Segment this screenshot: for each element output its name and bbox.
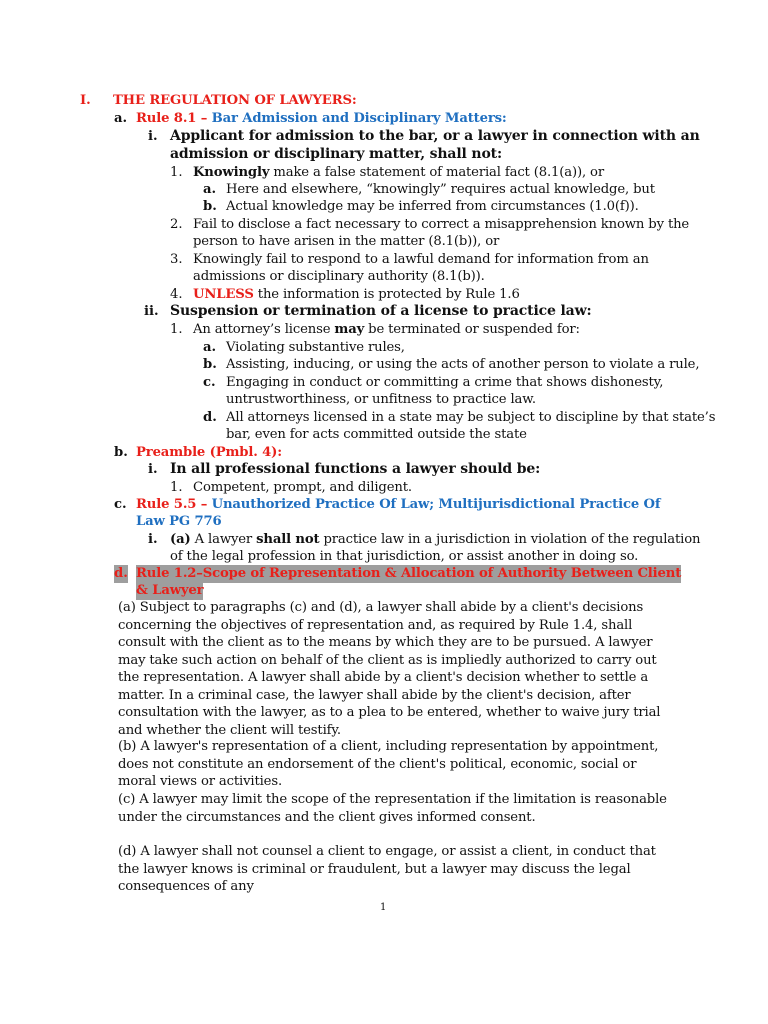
item-marker: a. [114,111,128,126]
subheading-line: Applicant for admission to the bar, or a lawyer in connection with an [170,128,700,144]
rule-title: Bar Admission and Disciplinary Matters: [211,111,507,126]
rule-title-cont: Law PG 776 [136,514,222,529]
dash: – [196,497,212,512]
list-item-cont: untrustworthiness, or unfitness to practice law. [226,392,536,407]
list-item: All attorneys licensed in a state may be subject to discipline by that state’s [226,410,716,425]
rule-number: Rule 8.1 [136,111,197,126]
item-marker: i. [148,532,158,547]
list-item: Assisting, inducing, or using the acts of another person to violate a rule, [226,357,700,372]
item-marker: a. [203,340,217,355]
rule-title: Unauthorized Practice Of Law; Multijurisdictional Practice Of [211,497,661,512]
unless-keyword: UNLESS [193,287,254,302]
list-item-text: A lawyer [190,532,257,547]
item-marker: d. [203,410,217,425]
list-item: Violating substantive rules, [226,340,405,355]
rule-number: Rule 5.5 [136,497,197,512]
dash: – [196,111,212,126]
item-marker: ii. [144,304,159,319]
emphasis: may [334,322,365,337]
subheading-line: Suspension or termination of a license to practice law: [170,303,592,319]
section-title: THE REGULATION OF LAWYERS: [113,93,357,108]
page-number: 1 [380,902,387,913]
rule-5-5-heading [136,496,660,514]
item-marker: b. [203,357,217,372]
emphasis: Knowingly [193,165,270,180]
rule-1-2-heading-cont: & Lawyer [136,583,204,598]
list-item-text: the information is protected by Rule 1.6 [253,287,520,302]
list-item [170,531,700,549]
list-item: Competent, prompt, and diligent. [193,480,412,495]
list-item-text: An attorney’s license [193,322,335,337]
item-marker: 1. [170,480,183,495]
paragraph-b: (b) A lawyer's representation of a client, including representation by appointment, does not constitute an endorsement of the client's political, economic, social or moral views or activities. [118,739,659,789]
item-marker: a. [203,182,217,197]
list-item: Engaging in conduct or committing a crime that shows dishonesty, [226,375,664,390]
list-item: Knowingly fail to respond to a lawful demand for information from an [193,252,649,267]
list-item-text: practice law in a jurisdiction in violation of the regulation [319,532,701,547]
list-item [193,164,604,182]
item-marker: 1. [170,322,183,337]
emphasis: shall not [256,532,320,547]
preamble-heading: Preamble (Pmbl. 4): [136,445,282,460]
list-item-text: make a false statement of material fact (8.1(a)), or [269,165,604,180]
item-marker: 1. [170,165,183,180]
list-item: Fail to disclose a fact necessary to correct a misapprehension known by the [193,217,690,232]
rule-8-1-heading [136,110,507,128]
list-item: Here and elsewhere, “knowingly” requires actual knowledge, but [226,182,655,197]
item-marker: d. [114,566,128,581]
list-item [193,286,520,304]
rule-1-2-heading: Rule 1.2–Scope of Representation & Allocation of Authority Between Client [136,566,682,581]
list-item: Actual knowledge may be inferred from circumstances (1.0(f)). [226,199,639,214]
paragraph-d: (d) A lawyer shall not counsel a client to engage, or assist a client, in conduct that the lawyer knows is criminal or fraudulent, but a lawyer may discuss the legal consequences of any [118,844,656,894]
item-marker: 2. [170,217,183,232]
list-item [193,321,580,339]
section-marker: I. [80,93,91,108]
subheading-line: admission or disciplinary matter, shall not: [170,146,502,162]
item-marker: c. [203,375,216,390]
item-marker: c. [114,497,127,512]
paragraph-a: (a) Subject to paragraphs (c) and (d), a lawyer shall abide by a client's decisions concerning the objectives of representation and, as required by Rule 1.4, shall consult with the client as to the means by which they are to be pursued. A lawyer may take such action on behalf of the client as is impliedly authorized to carry out the representation. A lawyer shall abide by a client's decision whether to settle a matter. In a criminal case, the lawyer shall abide by the client's decision, after consultation with the lawyer, as to a plea to be entered, whether to waive jury trial and whether the client will testify. [118,600,661,738]
item-marker: 3. [170,252,183,267]
item-marker: b. [203,199,217,214]
item-marker: i. [148,129,158,144]
list-item-text: be terminated or suspended for: [364,322,580,337]
list-item-cont: person to have arisen in the matter (8.1(b)), or [193,234,500,249]
item-marker: i. [148,462,158,477]
list-item-cont: admissions or disciplinary authority (8.1(b)). [193,269,485,284]
emphasis: (a) [170,532,191,547]
item-marker: 4. [170,287,183,302]
list-item-cont: bar, even for acts committed outside the state [226,427,527,442]
item-marker: b. [114,445,128,460]
paragraph-c: (c) A lawyer may limit the scope of the representation if the limitation is reasonable under the circumstances and the client gives informed consent. [118,792,667,825]
subheading-line: In all professional functions a lawyer should be: [170,461,541,477]
list-item-cont: of the legal profession in that jurisdiction, or assist another in doing so. [170,549,639,564]
